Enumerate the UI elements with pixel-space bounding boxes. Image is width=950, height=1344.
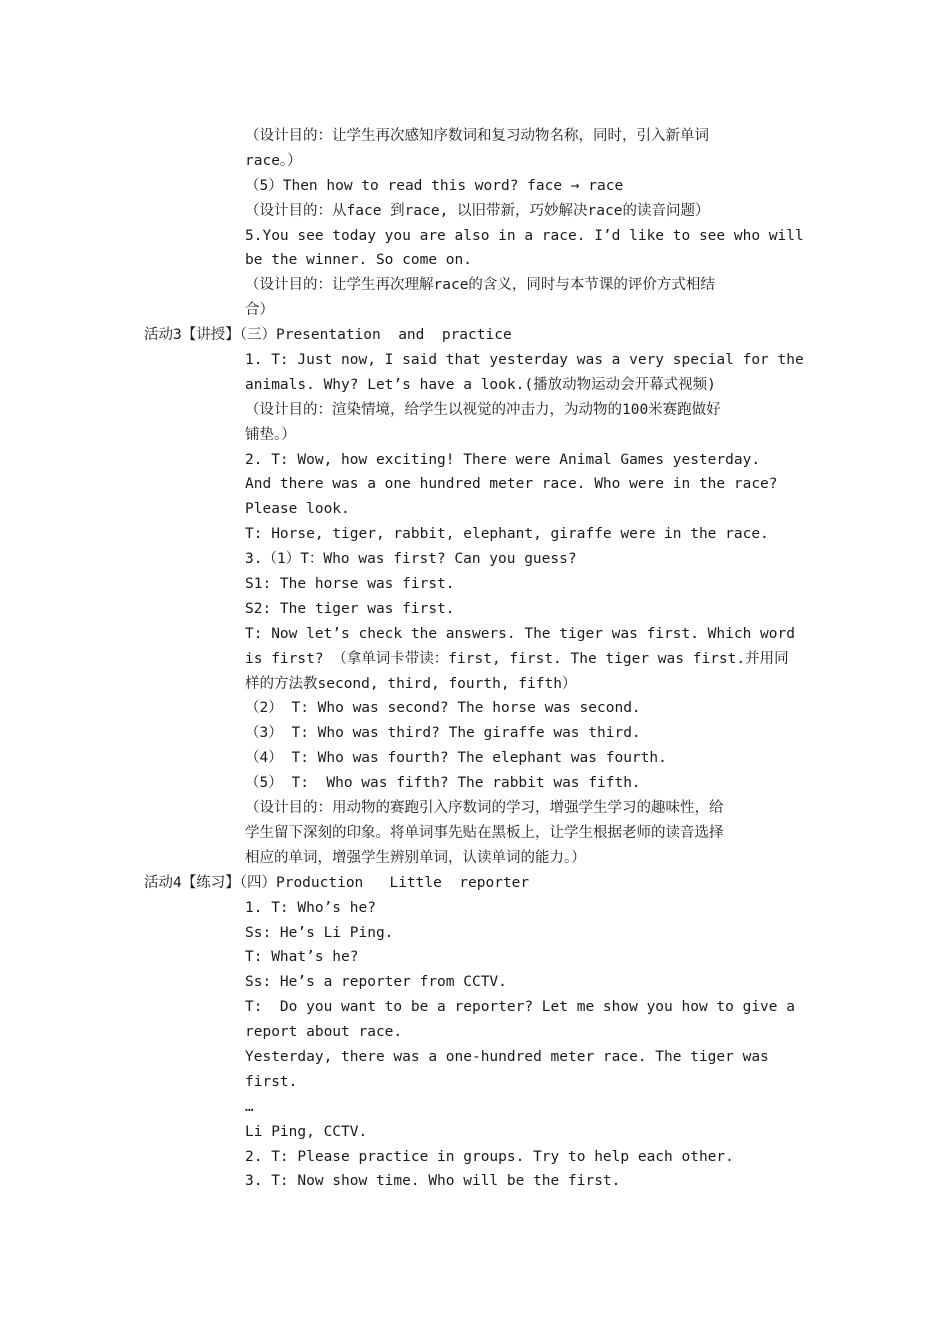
text-line: 合） — [245, 302, 274, 319]
text-line: 1. T: Who’s he? — [245, 899, 376, 916]
text-line: 3. T: Now show time. Who will be the first. — [245, 1173, 621, 1190]
text-line: （5） T: Who was fifth? The rabbit was fifth. — [245, 775, 641, 792]
text-line: （2） T: Who was second? The horse was second. — [245, 700, 641, 717]
text-line: 2. T: Wow, how exciting! There were Animal Games yesterday. — [245, 451, 761, 468]
text-line: S1: The horse was first. — [245, 576, 455, 593]
text-line: （设计目的：让学生再次理解race的含义，同时与本节课的评价方式相结 — [245, 277, 715, 294]
text-line: first. — [245, 1073, 298, 1090]
text-line: T: Now let’s check the answers. The tiger was first. Which word — [245, 625, 795, 642]
text-line: 相应的单词，增强学生辨别单词，认读单词的能力。） — [245, 849, 586, 866]
text-line: （5）Then how to read this word? face → race — [245, 177, 624, 194]
text-line: report about race. — [245, 1024, 403, 1041]
text-line: T: Horse, tiger, rabbit, elephant, giraffe were in the race. — [245, 526, 769, 543]
text-line: （4） T: Who was fourth? The elephant was fourth. — [245, 750, 667, 767]
text-line: 学生留下深刻的印象。将单词事先贴在黑板上，让学生根据老师的读音选择 — [245, 824, 724, 841]
text-line: race。） — [245, 152, 302, 169]
text-line: 1. T: Just now, I said that yesterday was a very special for the — [245, 352, 804, 369]
text-line: 5.You see today you are also in a race. I’d like to see who will — [245, 227, 804, 244]
text-line: 2. T: Please practice in groups. Try to help each other. — [245, 1148, 734, 1165]
text-line: （3） T: Who was third? The giraffe was third. — [245, 725, 641, 742]
text-line: 铺垫。） — [245, 426, 296, 443]
text-line: （设计目的：用动物的赛跑引入序数词的学习，增强学生学习的趣味性，给 — [245, 800, 724, 817]
text-line: （设计目的：从face 到race, 以旧带新，巧妙解决race的读音问题） — [245, 202, 710, 219]
text-line: be the winner. So come on. — [245, 252, 472, 269]
text-line: animals. Why? Let’s have a look.(播放动物运动会开幕式视频) — [245, 376, 716, 393]
text-line: T: Do you want to be a reporter? Let me show you how to give a — [245, 999, 795, 1016]
text-line: （设计目的：渲染情境，给学生以视觉的冲击力，为动物的100米赛跑做好 — [245, 401, 721, 418]
activity-heading: 活动4【练习】（四）Production Little reporter — [144, 874, 530, 891]
activity-heading: 活动3【讲授】（三）Presentation and practice — [144, 327, 512, 344]
text-line: … — [245, 1098, 254, 1115]
text-line: （设计目的：让学生再次感知序数词和复习动物名称，同时，引入新单词 — [245, 128, 709, 144]
text-line: Please look. — [245, 501, 350, 518]
text-line: Yesterday, there was a one-hundred meter race. The tiger was — [245, 1048, 769, 1065]
text-line: Ss: He’s a reporter from CCTV. — [245, 974, 507, 991]
document-body — [0, 124, 950, 1194]
text-line: 3.（1）T：Who was first? Can you guess? — [245, 551, 577, 568]
text-line: 样的方法教second, third, fourth, fifth） — [245, 675, 577, 692]
text-line: is first? （拿单词卡带读：first, first. The tiger was first.并用同 — [245, 650, 789, 667]
text-line: S2: The tiger was first. — [245, 600, 455, 617]
text-line: Ss: He’s Li Ping. — [245, 924, 394, 941]
text-line: Li Ping, CCTV. — [245, 1123, 368, 1140]
text-line: T: What’s he? — [245, 949, 359, 966]
text-line: And there was a one hundred meter race. Who were in the race? — [245, 476, 778, 493]
